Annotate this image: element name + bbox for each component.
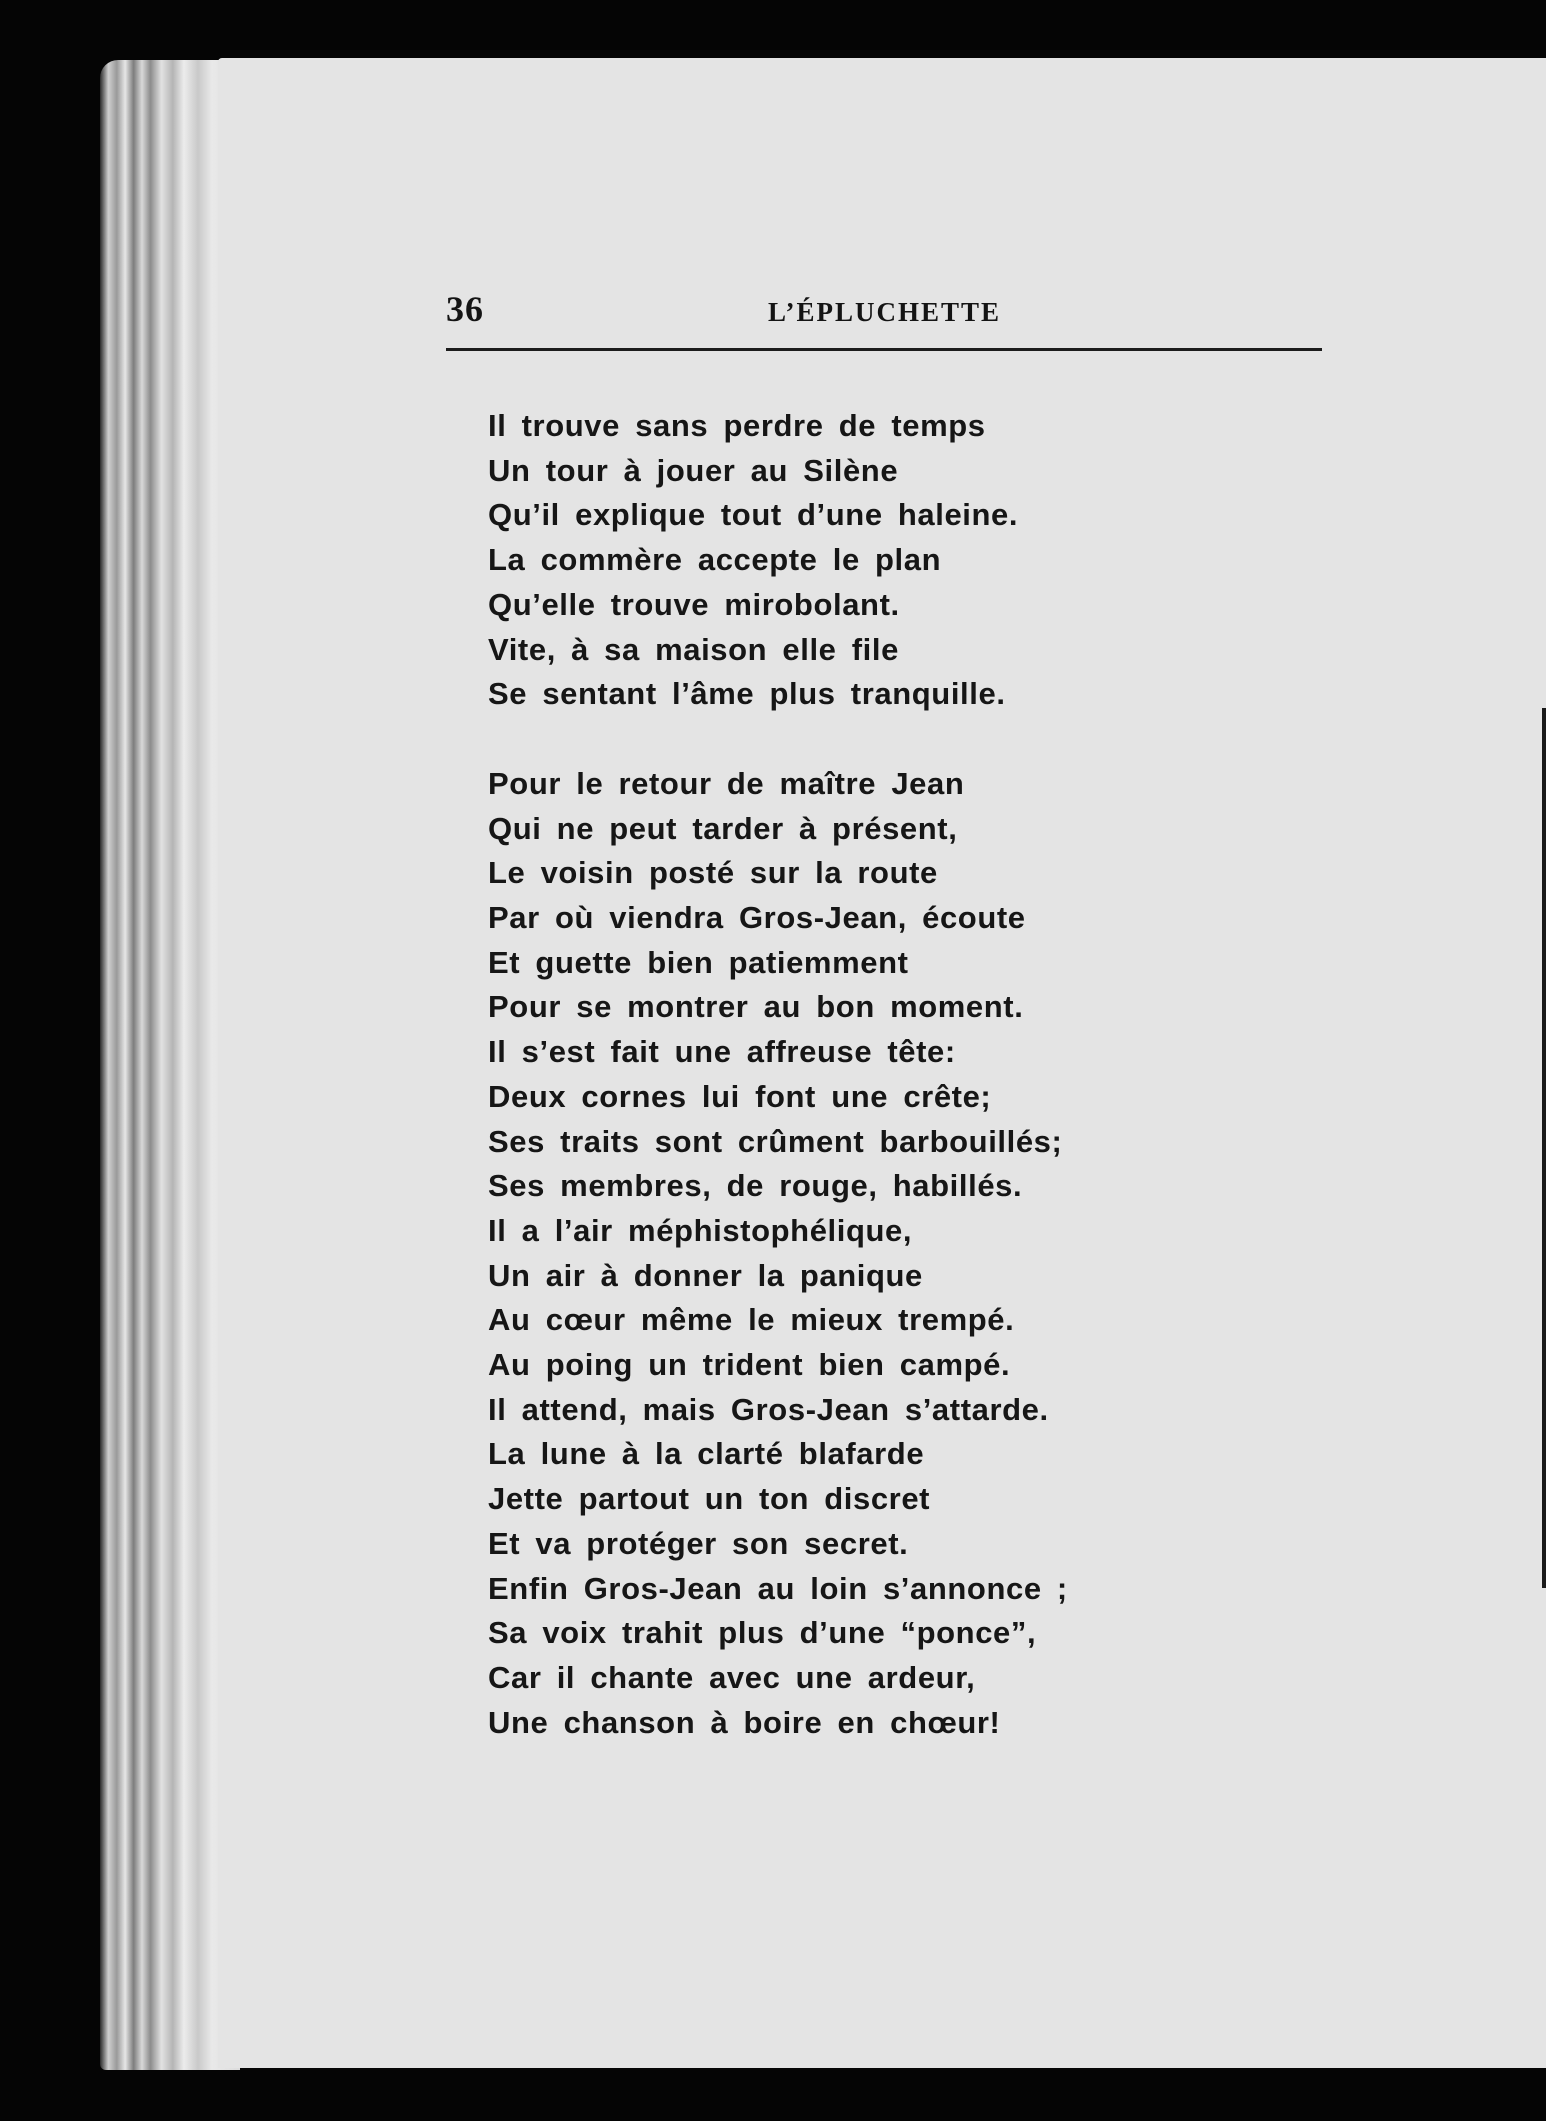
verse-line: Qui ne peut tarder à présent, — [488, 810, 958, 846]
verse-line: Par où viendra Gros-Jean, écoute — [488, 900, 1026, 936]
verse-line: Qu’elle trouve mirobolant. — [488, 586, 900, 622]
stanza — [488, 762, 1108, 1745]
verse-line: Enfin Gros-Jean au loin s’annonce ; — [488, 1570, 1068, 1606]
verse-line: Et guette bien patiemment — [488, 944, 909, 980]
verse-line: Le voisin posté sur la route — [488, 855, 938, 891]
verse-line: Il s’est fait une affreuse tête: — [488, 1034, 956, 1070]
verse-line: Au poing un trident bien campé. — [488, 1347, 1011, 1383]
verse-line: La commère accepte le plan — [488, 542, 942, 578]
verse-line: Une chanson à boire en chœur! — [488, 1704, 1001, 1740]
header-rule — [446, 348, 1322, 351]
page-number: 36 — [446, 289, 484, 329]
verse-line: Car il chante avec une ardeur, — [488, 1659, 976, 1695]
verse-line: Au cœur même le mieux trempé. — [488, 1302, 1015, 1338]
verse-line: La lune à la clarté blafarde — [488, 1436, 925, 1472]
verse-line: Et va protéger son secret. — [488, 1525, 909, 1561]
verse-line: Pour le retour de maître Jean — [488, 765, 965, 801]
verse-line: Ses traits sont crûment barbouillés; — [488, 1123, 1063, 1159]
verse-line: Deux cornes lui font une crête; — [488, 1078, 992, 1114]
verse-line: Se sentant l’âme plus tranquille. — [488, 676, 1006, 712]
verse-line: Pour se montrer au bon moment. — [488, 989, 1024, 1025]
verse-line: Un tour à jouer au Silène — [488, 452, 899, 488]
verse-line: Vite, à sa maison elle file — [488, 631, 899, 667]
verse-line: Ses membres, de rouge, habillés. — [488, 1168, 1023, 1204]
running-head: L’ÉPLUCHETTE — [768, 297, 1002, 327]
verse-line: Sa voix trahit plus d’une “ponce”, — [488, 1615, 1037, 1651]
facing-page-edge — [1542, 708, 1546, 1588]
poem-body — [488, 404, 1108, 1745]
verse-line: Qu’il explique tout d’une haleine. — [488, 497, 1019, 533]
verse-line: Il attend, mais Gros-Jean s’attarde. — [488, 1391, 1049, 1427]
verse-line: Un air à donner la panique — [488, 1257, 923, 1293]
verse-line: Il a l’air méphistophélique, — [488, 1212, 913, 1248]
verse-line: Il trouve sans perdre de temps — [488, 408, 986, 443]
verse-line: Jette partout un ton discret — [488, 1481, 931, 1517]
page-header — [446, 288, 1322, 350]
stanza — [488, 404, 1108, 717]
